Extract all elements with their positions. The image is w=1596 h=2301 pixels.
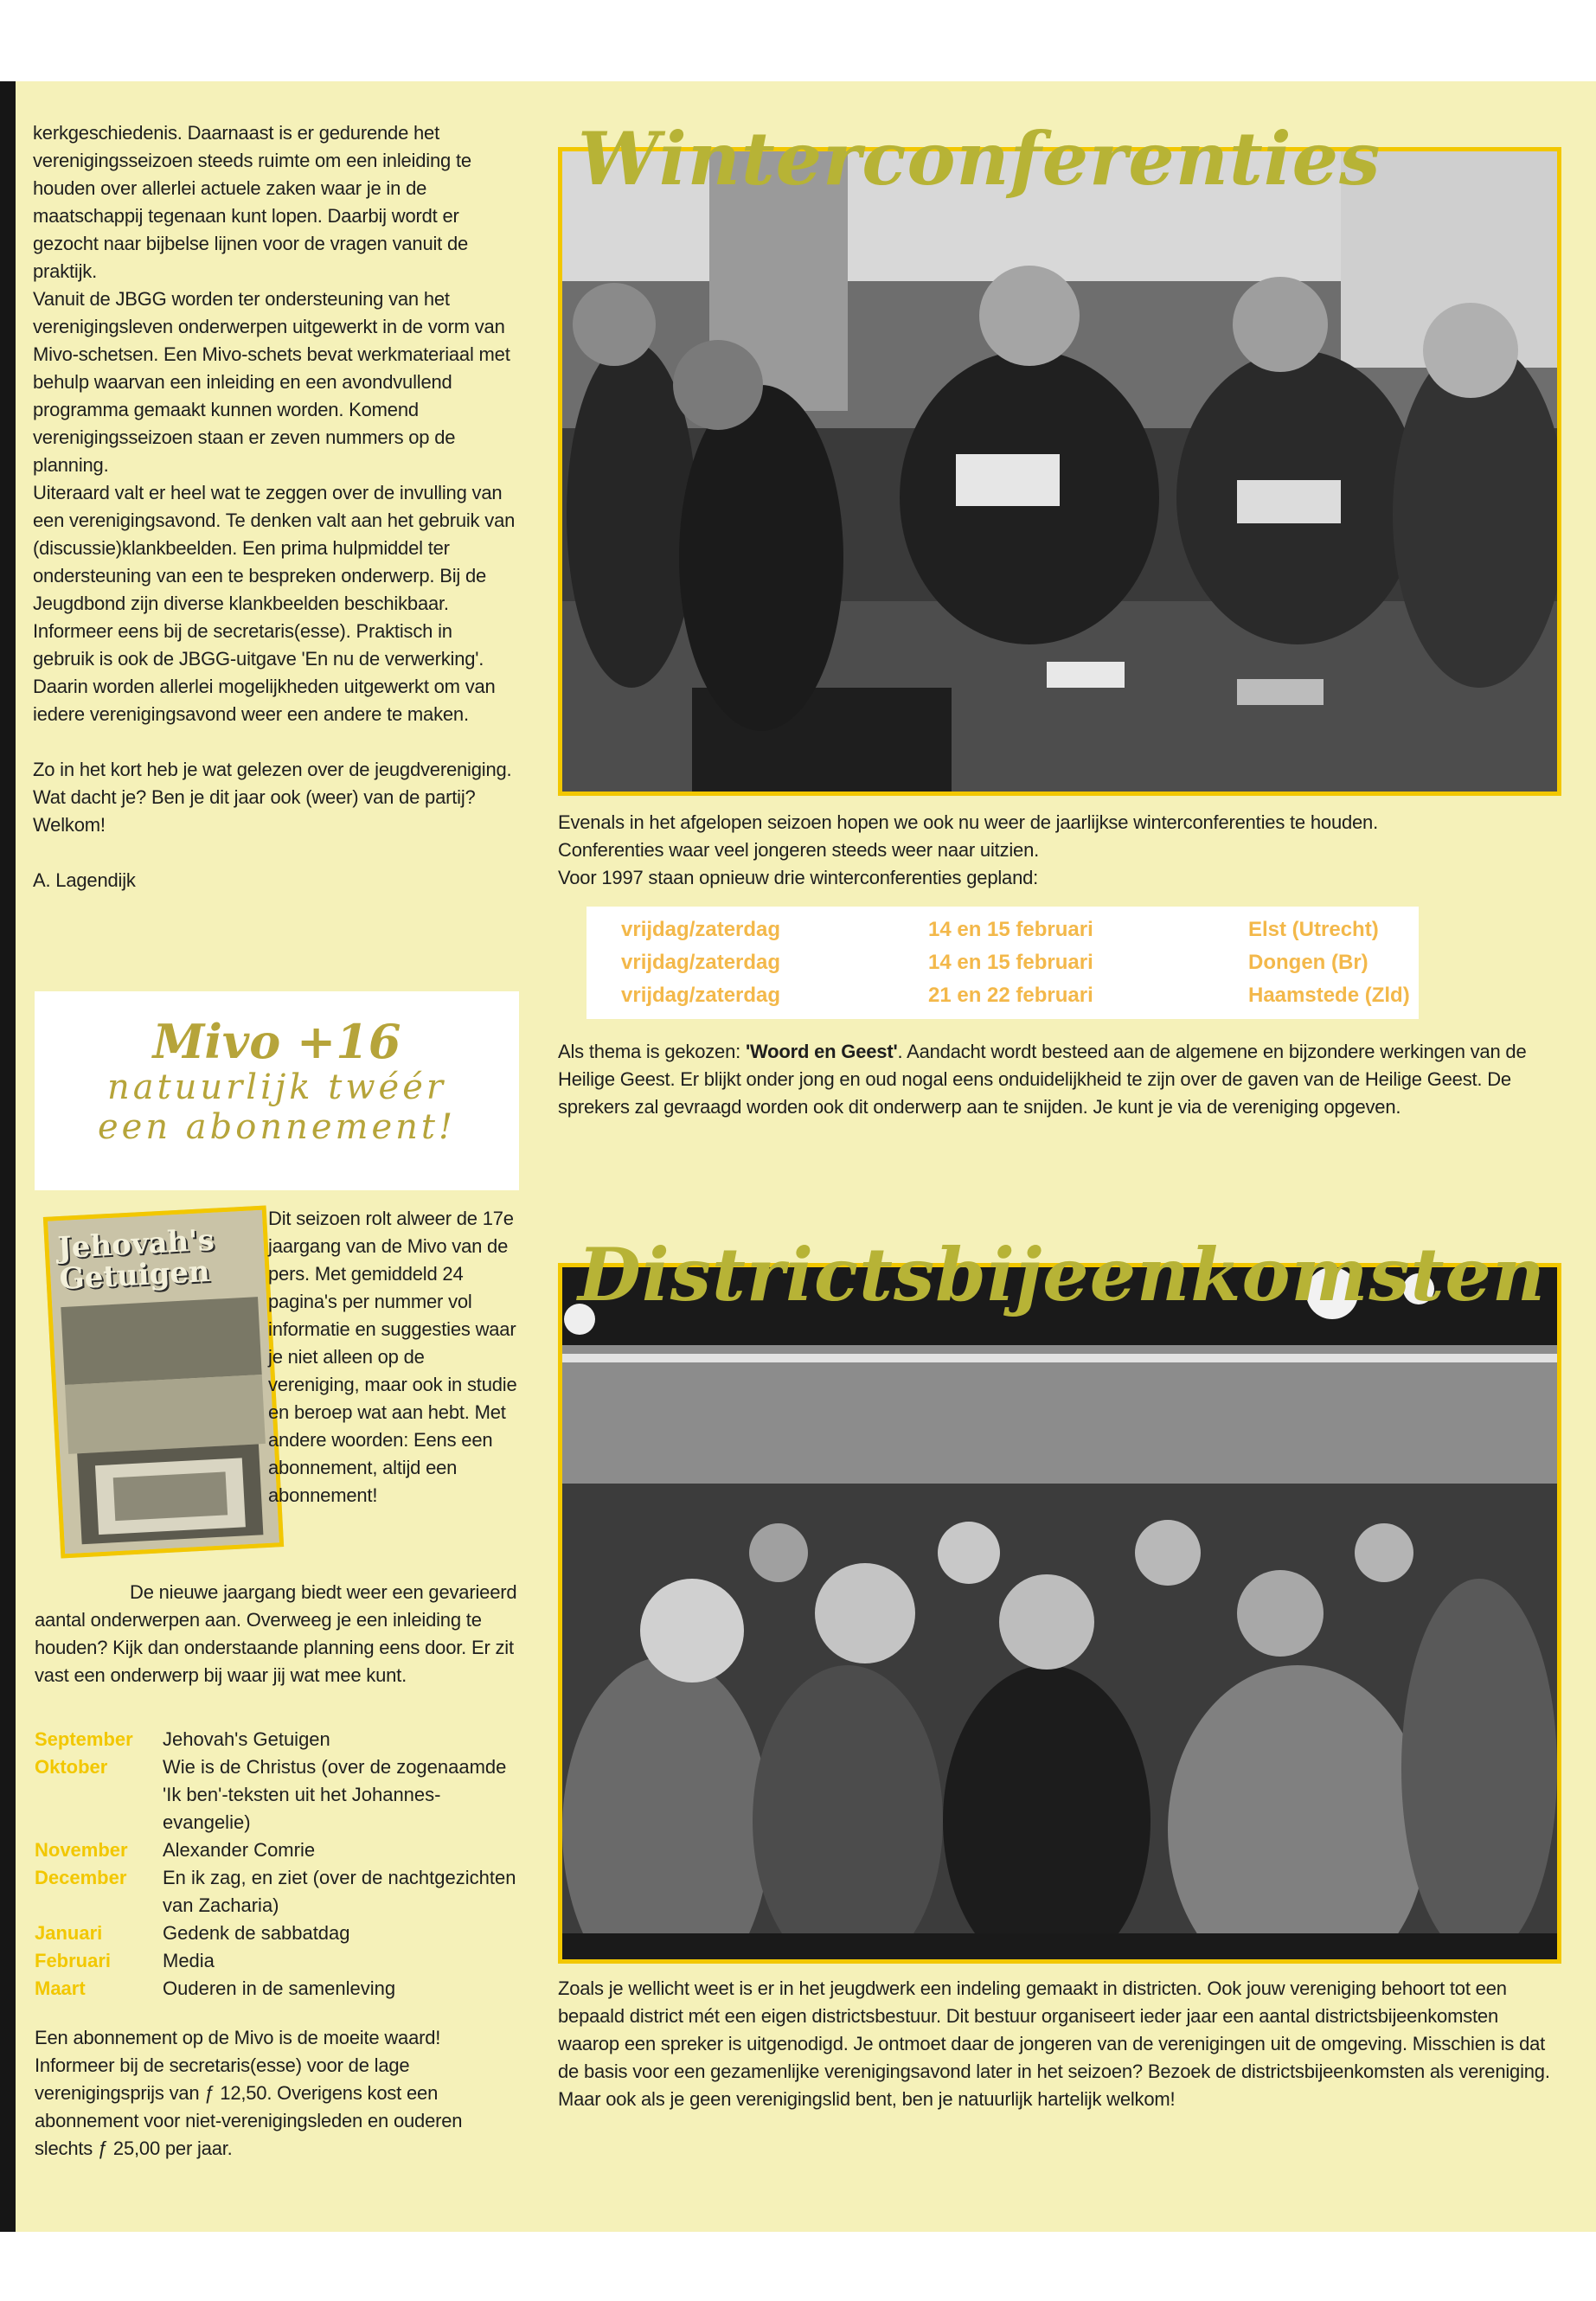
winter-theme-paragraph: Als thema is gekozen: 'Woord en Geest'. Aandacht wordt besteed aan de algemene en bijzondere werkingen van de Heilige Geest. Er blijkt onder jong en oud nogal eens onduidelijkheid te zijn over de gaven van de Heilige Geest. De sprekers zal gevraagd worden ook dit onderwerp aan te snijden. Je kunt je via de vereniging opgeven.: [558, 1041, 1527, 1118]
list-item: Oktober Wie is de Christus (over de zogenaamde 'Ik ben'-teksten uit het Johannes-evangelie): [35, 1756, 507, 1833]
mivo-cover-image: [43, 1206, 284, 1559]
district-text: [558, 1975, 1553, 2113]
promo-line: natuurlijk twéér: [106, 1067, 447, 1107]
promo-line: een abonnement!: [97, 1107, 457, 1147]
closing-text: [35, 2024, 523, 2163]
list-item: Maart Ouderen in de samenleving: [35, 1977, 396, 1999]
list-item: Januari Gedenk de sabbatdag: [35, 1922, 350, 1944]
promo-title: Mivo +16: [152, 1014, 401, 1069]
winterconferenties-title: Winterconferenties: [578, 116, 1381, 202]
winter-theme-text: [558, 1038, 1553, 1121]
table-row: vrijdag/zaterdag 21 en 22 februari Haamstede (Zld): [621, 984, 1410, 1007]
mivo-planning-list: [35, 1726, 528, 2003]
winter-intro: [558, 809, 1553, 892]
conference-schedule: [586, 907, 1419, 1019]
district-photo-image: [562, 1267, 1557, 1959]
intro-text: [33, 119, 517, 894]
theme-name: 'Woord en Geest': [745, 1041, 898, 1062]
intro-paragraph: Vanuit de JBGG worden ter ondersteuning van het verenigingsleven onderwerpen uitgewerkt in de vorm van Mivo-schetsen. Een Mivo-schets bevat werkmateriaal met behulp waarvan een inleiding en een avondvullend programma gemaakt kunnen worden. Komend verenigingsseizoen staan er zeven nummers op de planning.: [33, 288, 510, 476]
intro-paragraph: kerkgeschiedenis. Daarnaast is er gedurende het verenigingsseizoen steeds ruimte om een inleiding te houden over allerlei actuele zaken waar je in de maatschappij tegenaan kunt lopen. Daarbij wordt er gezocht naar bijbelse lijnen voor de vragen vanuit de praktijk.: [33, 122, 471, 282]
table-row: vrijdag/zaterdag 14 en 15 februari Dongen (Br): [621, 951, 1368, 974]
jaargang-paragraph: De nieuwe jaargang biedt weer een gevarieerd aantal onderwerpen aan. Overweeg je een inleiding te houden? Kijk dan onderstaande planning eens door. Er zit vast een onderwerp bij waar jij wat mee kunt.: [35, 1581, 517, 1686]
districtsbijeenkomsten-title: Districtsbijeenkomsten: [578, 1232, 1546, 1317]
district-paragraph: Zoals je wellicht weet is er in het jeugdwerk een indeling gemaakt in districten. Ook jouw vereniging behoort tot een bepaald district mét een eigen districtsbestuur. Dit bestuur organiseert ieder jaar een aantal districtsbijeenkomsten waarop een spreker is uitgenodigd. Je ontmoet daar de jongeren van de verenigingen uit de omgeving. Misschien is dat de basis voor een gezamenlijke verenigingsavond later in het seizoen? Bezoek de districtsbijeenkomsten als vereniging. Maar ook als je geen verenigingslid bent, ben je natuurlijk hartelijk welkom!: [558, 1977, 1550, 2110]
mivo-text: [268, 1205, 519, 1509]
winter-intro-line: Evenals in het afgelopen seizoen hopen we ook nu weer de jaarlijkse winterconferenties te houden.: [558, 811, 1379, 833]
list-item: Februari Media: [35, 1950, 215, 1971]
author-name: A. Lagendijk: [33, 869, 136, 891]
list-item: September Jehovah's Getuigen: [35, 1728, 330, 1750]
intro-paragraph: Uiteraard valt er heel wat te zeggen over de invulling van een verenigingsavond. Te denken valt aan het gebruik van (discussie)klankbeelden. Een prima hulpmiddel ter ondersteuning van een te bespreken onderwerp. Bij de Jeugdbond zijn diverse klankbeelden beschikbaar. Informeer eens bij de secretaris(esse). Praktisch in gebruik is ook de JBGG-uitgave 'En nu de verwerking'. Daarin worden allerlei mogelijkheden uitgewerkt om van iedere verenigingsavond weer een andere te maken.: [33, 482, 516, 725]
cover-title: Jehovah's Getuigen: [56, 1222, 215, 1298]
winter-photo-image: [562, 151, 1557, 792]
mivo-promo-box: [35, 991, 519, 1190]
closing-paragraph: Een abonnement op de Mivo is de moeite waard! Informeer bij de secretaris(esse) voor de lage verenigingsprijs van ƒ 12,50. Overigens kost een abonnement voor niet-verenigingsleden en ouderen slechts ƒ 25,00 per jaar.: [35, 2027, 463, 2159]
mivo-paragraph: Dit seizoen rolt alweer de 17e jaargang van de Mivo van de pers. Met gemiddeld 24 pagina's per nummer vol informatie en suggesties waar je niet alleen op de vereniging, maar ook in studie en beroep wat aan hebt. Met andere woorden: Eens een abonnement, altijd een abonnement!: [268, 1208, 517, 1506]
jaargang-text: [35, 1579, 519, 1689]
list-item: December En ik zag, en ziet (over de nachtgezichten van Zacharia): [35, 1867, 516, 1916]
winter-intro-line: Voor 1997 staan opnieuw drie winterconferenties gepland:: [558, 867, 1039, 888]
district-photo: [558, 1263, 1561, 1964]
list-item: November Alexander Comrie: [35, 1839, 316, 1861]
winter-intro-line: Conferenties waar veel jongeren steeds weer naar uitzien.: [558, 839, 1040, 861]
table-row: vrijdag/zaterdag 14 en 15 februari Elst (Utrecht): [621, 918, 1379, 941]
intro-paragraph: Zo in het kort heb je wat gelezen over de jeugdvereniging. Wat dacht je? Ben je dit jaar ook (weer) van de partij? Welkom!: [33, 759, 512, 836]
page-edge: [0, 81, 16, 2232]
winter-photo: [558, 147, 1561, 796]
